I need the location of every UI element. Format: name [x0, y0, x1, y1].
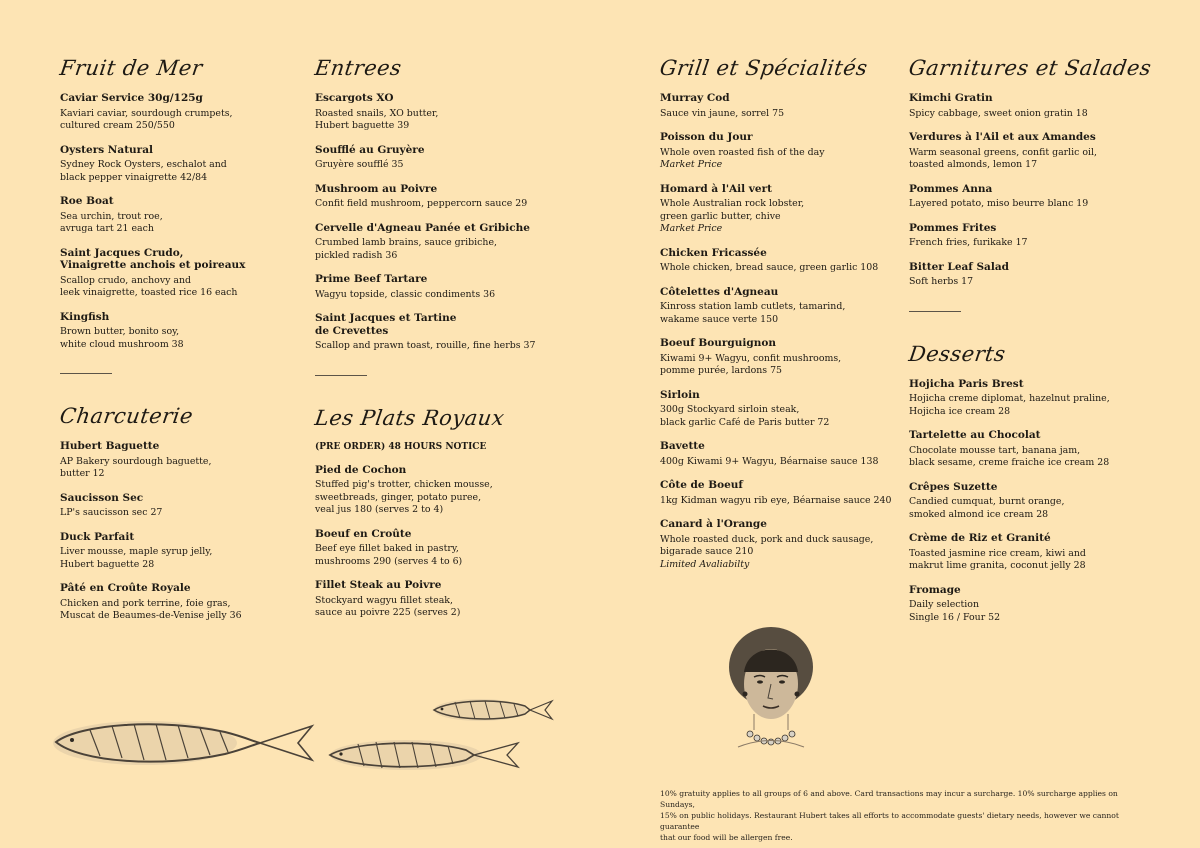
menu-item [315, 144, 550, 172]
menu-item [909, 378, 1159, 419]
section-desserts [909, 378, 1159, 625]
menu-item [660, 131, 895, 172]
menu-item-description-line: Hojicha creme diplomat, hazelnut praline, [909, 393, 1110, 404]
menu-item-description [909, 198, 1159, 211]
menu-item [60, 492, 295, 520]
menu-item-name: Verdures à l'Ail et aux Amandes [909, 131, 1096, 143]
menu-item [909, 261, 1159, 289]
menu-item [60, 440, 295, 481]
menu-item-note: Limited Avaliabilty [660, 558, 750, 570]
menu-item-description-line: Soft herbs 17 [909, 276, 974, 287]
menu-item-description-line: Gruyère soufflé 35 [315, 159, 404, 170]
column-4 [909, 56, 1159, 635]
menu-item-description-line: bigarade sauce 210 [660, 546, 754, 557]
pre-order-notice: (PRE ORDER) 48 HOURS NOTICE [315, 441, 487, 452]
menu-item-name: Soufflé au Gruyère [315, 143, 425, 156]
menu-item-description-line: Hubert baguette 28 [60, 558, 155, 570]
menu-item-description-line: green garlic butter, chive [660, 210, 781, 222]
menu-item-name: Boeuf en Croûte [315, 527, 412, 540]
menu-item [315, 273, 550, 301]
menu-item-description [315, 237, 550, 262]
menu-item [909, 584, 1159, 625]
menu-item-description [660, 108, 895, 121]
menu-item-description-line: Hojicha ice cream 28 [909, 405, 1011, 417]
menu-item-name: Murray Cod [660, 92, 730, 104]
menu-item-name: Côte de Boeuf [660, 479, 743, 491]
menu-item-description [315, 479, 550, 517]
column-2 [315, 56, 550, 631]
menu-item-description-line: Hubert baguette 39 [315, 120, 410, 131]
menu-item-description [315, 289, 550, 302]
menu-item-name: Pommes Anna [909, 182, 993, 195]
menu-item [660, 92, 895, 120]
menu-item-description-line: Scallop and prawn toast, rouille, fine herbs 37 [315, 340, 536, 351]
menu-item-description-line: sweetbreads, ginger, potato puree, [315, 491, 482, 503]
menu-item-name: Hojicha Paris Brest [909, 377, 1024, 390]
menu-item-description [60, 546, 295, 571]
menu-item-description-line: Chicken and pork terrine, foie gras, [60, 597, 231, 609]
menu-item-name: Chicken Fricassée [660, 246, 767, 259]
menu-item-description-line: Kinross station lamb cutlets, tamarind, [660, 301, 846, 312]
menu-item-description [660, 404, 895, 429]
menu-item-description [60, 211, 295, 236]
menu-item-description-line: Sydney Rock Oysters, eschalot and [60, 159, 227, 170]
menu-item-description-line: LP's saucisson sec 27 [60, 507, 163, 518]
menu-item [909, 429, 1159, 470]
menu-item-name: Pommes Frites [909, 221, 997, 234]
section-garnitures [909, 92, 1159, 289]
section-grill [660, 92, 895, 571]
menu-item-description-line: smoked almond ice cream 28 [909, 508, 1049, 520]
menu-item-description [909, 445, 1159, 470]
menu-item-name: Duck Parfait [60, 530, 135, 543]
menu-item-name: Vinaigrette anchois et poireaux [60, 259, 246, 271]
fish-illustration-small [430, 694, 555, 726]
menu-item-description [60, 275, 295, 300]
menu-item-note: Market Price [660, 159, 723, 170]
menu-item-description [315, 108, 550, 133]
menu-item [315, 183, 550, 211]
menu-item-description [60, 108, 295, 133]
menu-item-description [660, 495, 895, 508]
menu-item-description [660, 353, 895, 378]
menu-item-description [315, 159, 550, 172]
menu-item [315, 222, 550, 263]
menu-item [315, 92, 550, 133]
section-plats-royaux [315, 464, 550, 620]
menu-item-description-line: black garlic Café de Paris butter 72 [660, 416, 830, 428]
menu-item [660, 183, 895, 236]
menu-item-description-line: butter 12 [60, 468, 105, 479]
menu-item-description-line: Brown butter, bonito soy, [60, 326, 180, 337]
menu-item [660, 247, 895, 275]
menu-item-name: Homard à l'Ail vert [660, 182, 772, 195]
menu-item-description [909, 276, 1159, 289]
menu-item-name: Escargots XO [315, 92, 394, 104]
section-title-desserts: Desserts [907, 341, 1008, 366]
menu-item [315, 579, 550, 620]
menu-item-name: Fillet Steak au Poivre [315, 579, 442, 591]
menu-item-description-line: Whole Australian rock lobster, [660, 198, 805, 209]
fish-illustration-large [50, 712, 320, 774]
menu-item-description [60, 456, 295, 481]
menu-item [60, 247, 295, 300]
menu-item-description [909, 548, 1159, 573]
menu-item-description-line: 300g Stockyard sirloin steak, [660, 404, 800, 415]
menu-item-name: Poisson du Jour [660, 131, 753, 143]
menu-item-description [315, 543, 550, 568]
menu-item-description-line: Toasted jasmine rice cream, kiwi and [909, 547, 1086, 559]
menu-item-name: Sirloin [660, 388, 700, 401]
menu-item-name: Pâté en Croûte Royale [60, 582, 191, 594]
menu-item-name: Tartelette au Chocolat [909, 429, 1041, 441]
menu-item-description [660, 301, 895, 326]
menu-item-description-line: Kaviari caviar, sourdough crumpets, [60, 107, 233, 119]
menu-item-description [909, 496, 1159, 521]
menu-item-description-line: 400g Kiwami 9+ Wagyu, Béarnaise sauce 138 [660, 455, 879, 467]
menu-item-description [60, 507, 295, 520]
menu-item-description [909, 108, 1159, 121]
menu-item [60, 92, 295, 133]
menu-item-name: Roe Boat [60, 195, 114, 207]
menu-item-name: Kingfish [60, 310, 110, 323]
menu-item-description [60, 326, 295, 351]
menu-item-description [60, 159, 295, 184]
menu-item [660, 337, 895, 378]
menu-item-description [909, 237, 1159, 250]
menu-item-description [660, 147, 895, 160]
menu-item-description [60, 598, 295, 623]
menu-item-name: Crêpes Suzette [909, 480, 998, 493]
section-title-charcuterie: Charcuterie [58, 404, 195, 428]
menu-item-description-line: pickled radish 36 [315, 249, 398, 261]
menu-item-description-line: black sesame, creme fraiche ice cream 28 [909, 457, 1110, 468]
menu-item [909, 183, 1159, 211]
column-3 [660, 56, 895, 582]
menu-item-name: Bitter Leaf Salad [909, 260, 1009, 273]
section-entrees [315, 92, 550, 353]
menu-item-description-line: black pepper vinaigrette 42/84 [60, 171, 208, 183]
menu-item-name: Crème de Riz et Granité [909, 532, 1051, 544]
menu-item-description-line: avruga tart 21 each [60, 223, 154, 234]
menu-item [660, 479, 895, 507]
menu-item [60, 195, 295, 236]
menu-item-name: Boeuf Bourguignon [660, 337, 776, 349]
menu-item-name: Prime Beef Tartare [315, 273, 428, 285]
menu-item-description-line: Liver mousse, maple syrup jelly, [60, 546, 213, 557]
menu-item-name: Hubert Baguette [60, 440, 160, 452]
menu-item-description-line: makrut lime granita, coconut jelly 28 [909, 560, 1086, 571]
menu-item-description [660, 262, 895, 275]
menu-item [660, 286, 895, 327]
menu-item [660, 440, 895, 468]
menu-item-name: Bavette [660, 440, 705, 452]
section-title-garnitures: Garnitures et Salades [907, 56, 1153, 80]
section-title-plats-royaux: Les Plats Royaux [313, 405, 506, 430]
menu-item-description-line: sauce au poivre 225 (serves 2) [315, 607, 461, 618]
menu-item-description-line: wakame sauce verte 150 [660, 313, 779, 325]
menu-item-description-line: Scallop crudo, anchovy and [60, 274, 192, 286]
menu-item-name: Cervelle d'Agneau Panée et Gribiche [315, 221, 530, 234]
menu-item [60, 531, 295, 572]
menu-item [315, 464, 550, 517]
menu-item-description [909, 599, 1159, 624]
section-charcuterie [60, 440, 295, 623]
column-1 [60, 56, 295, 634]
menu-item-name: Fromage [909, 583, 961, 596]
menu-item-name: Oysters Natural [60, 143, 153, 156]
divider [909, 311, 961, 312]
menu-item-description-line: 1kg Kidman wagyu rib eye, Béarnaise sauce 240 [660, 494, 892, 506]
menu-item-name: Mushroom au Poivre [315, 182, 438, 195]
menu-item-description [909, 393, 1159, 418]
fish-illustration-medium [326, 734, 522, 776]
menu-item-description [660, 456, 895, 469]
menu-item-description-line: cultured cream 250/550 [60, 120, 175, 131]
menu-item-description-line: Stockyard wagyu fillet steak, [315, 594, 453, 606]
woman-portrait-illustration [718, 622, 824, 758]
menu-item-description-line: Daily selection [909, 599, 979, 610]
menu-item-description-line: AP Bakery sourdough baguette, [60, 455, 212, 467]
menu-item-description-line: Muscat de Beaumes-de-Venise jelly 36 [60, 610, 242, 621]
menu-item-description-line: Crumbed lamb brains, sauce gribiche, [315, 237, 497, 248]
menu-item-description-line: Warm seasonal greens, confit garlic oil, [909, 146, 1098, 158]
menu-item-description [660, 198, 895, 223]
menu-item [660, 518, 895, 571]
section-title-grill: Grill et Spécialités [658, 56, 870, 80]
menu-item-description-line: veal jus 180 (serves 2 to 4) [315, 504, 444, 515]
menu-item [60, 311, 295, 352]
menu-item-note: Market Price [660, 223, 723, 234]
menu-item-description-line: Beef eye fillet baked in pastry, [315, 543, 459, 554]
footer-line: that our food will be allergen free. [660, 833, 793, 842]
footer-line: 10% gratuity applies to all groups of 6 and above. Card transactions may incur a surcharge. 10% surcharge applies on Sundays, [660, 789, 1118, 809]
menu-item-description-line: Kiwami 9+ Wagyu, confit mushrooms, [660, 352, 842, 364]
menu-item-description-line: Wagyu topside, classic condiments 36 [315, 288, 496, 300]
menu-item [909, 532, 1159, 573]
menu-item-description-line: Confit field mushroom, peppercorn sauce 29 [315, 198, 528, 209]
menu-item-description-line: leek vinaigrette, toasted rice 16 each [60, 287, 238, 298]
menu-item-description-line: Layered potato, miso beurre blanc 19 [909, 198, 1089, 209]
menu-item-description-line: Chocolate mousse tart, banana jam, [909, 444, 1081, 456]
menu-item-description-line: Sea urchin, trout roe, [60, 210, 163, 222]
menu-item-description-line: French fries, furikake 17 [909, 237, 1028, 248]
section-fruit-de-mer [60, 92, 295, 351]
menu-item-description-line: Whole chicken, bread sauce, green garlic 108 [660, 262, 879, 273]
footer-line: 15% on public holidays. Restaurant Hubert takes all efforts to accommodate guests' dietary needs, however we cannot guarantee [660, 811, 1119, 831]
menu-item-name: Kimchi Gratin [909, 92, 993, 104]
menu-item [660, 389, 895, 430]
menu-item-description-line: Whole oven roasted fish of the day [660, 146, 825, 158]
menu-item-description [315, 595, 550, 620]
menu-item [909, 92, 1159, 120]
menu-item [909, 481, 1159, 522]
menu-item [909, 131, 1159, 172]
divider [60, 373, 112, 374]
divider [315, 375, 367, 376]
menu-item-description [315, 340, 550, 353]
menu-item-description-line: Candied cumquat, burnt orange, [909, 496, 1065, 507]
menu-item-description-line: Whole roasted duck, pork and duck sausage, [660, 533, 874, 545]
menu-item-name: Saint Jacques et Tartine [315, 312, 457, 324]
menu-item-description-line: white cloud mushroom 38 [60, 338, 184, 350]
menu-item [315, 312, 550, 353]
menu-item-description-line: Spicy cabbage, sweet onion gratin 18 [909, 107, 1088, 119]
footer-disclaimer [660, 788, 1150, 843]
menu-item-description-line: toasted almonds, lemon 17 [909, 159, 1038, 170]
menu-item-description-line: Single 16 / Four 52 [909, 611, 1001, 623]
menu-item-name: Caviar Service 30g/125g [60, 92, 203, 104]
menu-item-description [660, 534, 895, 559]
menu-item-name: Canard à l'Orange [660, 518, 767, 530]
menu-item [60, 144, 295, 185]
menu-item-description-line: pomme purée, lardons 75 [660, 365, 783, 376]
menu-item-description-line: Sauce vin jaune, sorrel 75 [660, 107, 785, 119]
section-title-fruit-de-mer: Fruit de Mer [58, 56, 205, 80]
menu-item-name: Saucisson Sec [60, 491, 144, 504]
menu-item-description [909, 147, 1159, 172]
menu-item-description-line: mushrooms 290 (serves 4 to 6) [315, 555, 463, 567]
menu-item-name: Pied de Cochon [315, 463, 407, 476]
menu-item-description-line: Stuffed pig's trotter, chicken mousse, [315, 479, 493, 490]
menu-item-name: Côtelettes d'Agneau [660, 285, 779, 298]
menu-item-name: de Crevettes [315, 324, 389, 337]
menu-item [60, 582, 295, 623]
menu-item [909, 222, 1159, 250]
menu-item-description-line: Roasted snails, XO butter, [315, 107, 439, 119]
menu-item [315, 528, 550, 569]
menu-item-description [315, 198, 550, 211]
section-title-entrees: Entrees [313, 56, 404, 80]
menu-item-name: Saint Jacques Crudo, [60, 246, 184, 259]
